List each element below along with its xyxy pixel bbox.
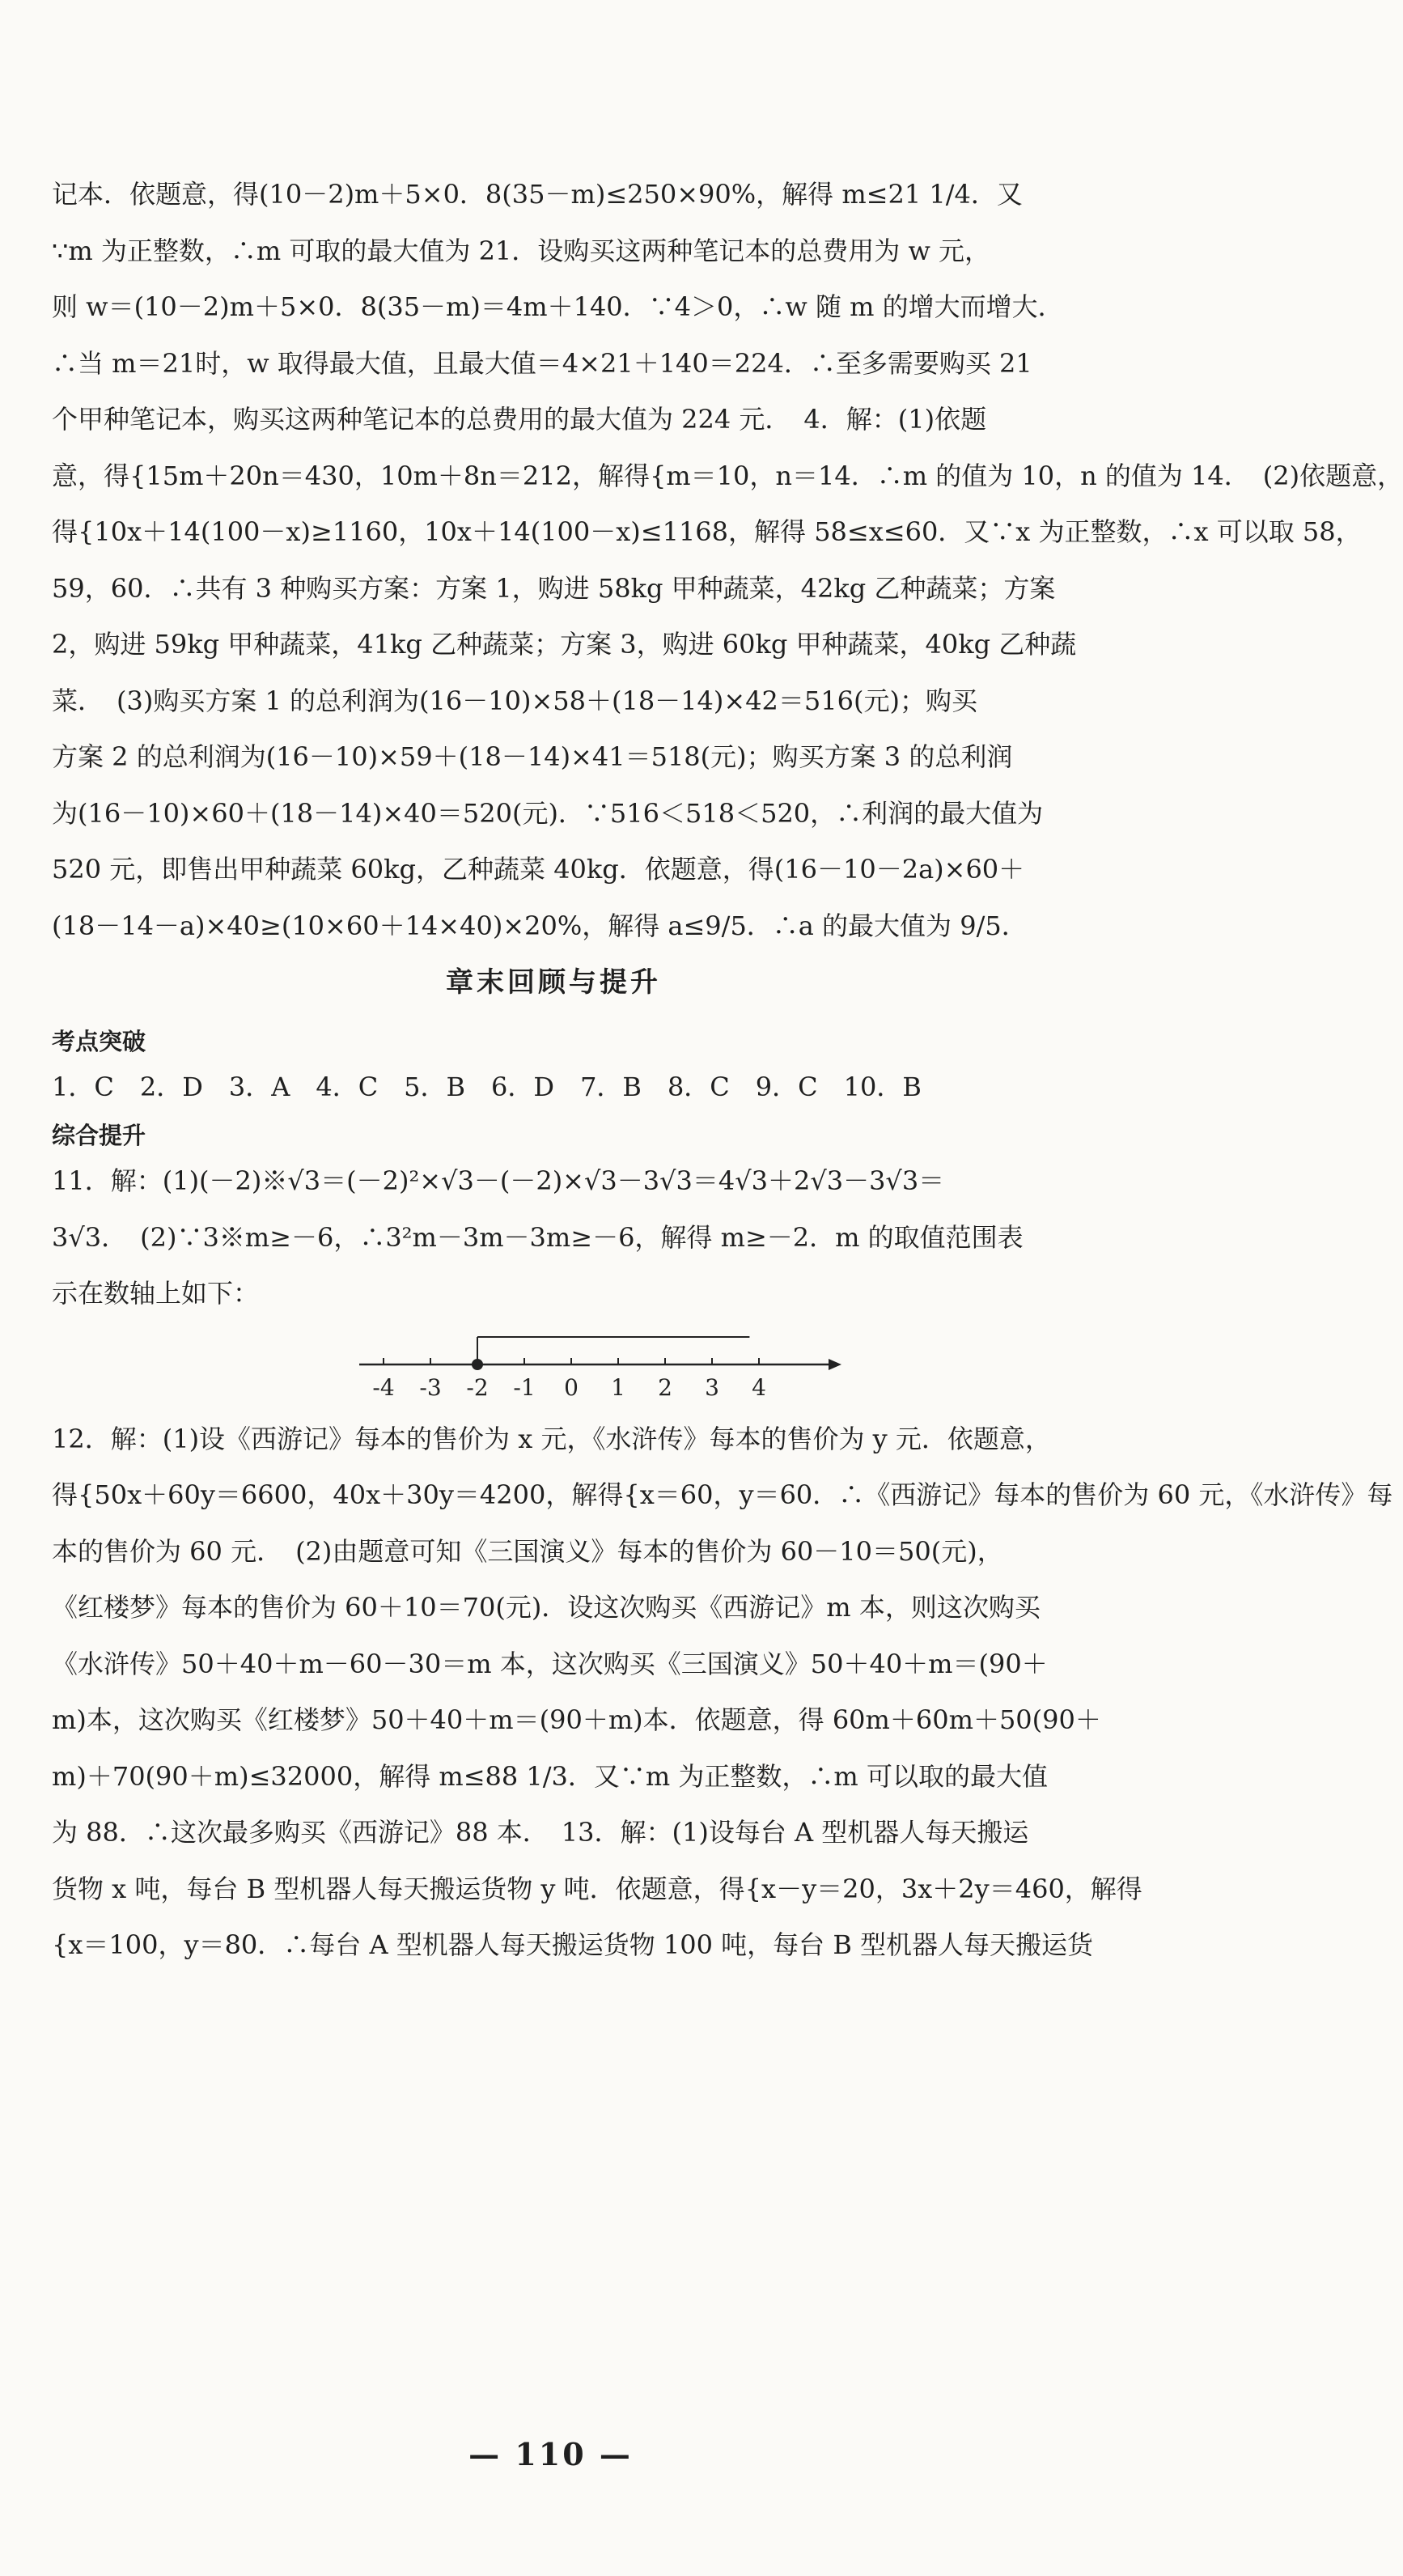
number-line-tick-label: -2 (466, 1373, 489, 1401)
number-line-tick-label: -1 (513, 1373, 536, 1401)
text-line: 方案 2 的总利润为(16－10)×59＋(18－14)×41＝518(元)；购买方案 3 的总利润 (52, 741, 1013, 772)
text-line: 《红楼梦》每本的售价为 60＋10＝70(元)．设这次购买《西游记》m 本，则这次购买 (52, 1592, 1041, 1623)
text-line: 59，60．∴共有 3 种购买方案：方案 1，购进 58kg 甲种蔬菜，42kg 乙种蔬菜；方案 (52, 572, 1056, 604)
page-number: — 110 — (468, 2436, 633, 2472)
number-line-tick-label: 4 (752, 1373, 766, 1401)
text-line: 货物 x 吨，每台 B 型机器人每天搬运货物 y 吨．依题意，得{x－y＝20，3x＋2y＝460，解得 (52, 1873, 1142, 1904)
number-line-tick-label: 3 (705, 1373, 719, 1401)
text-line: (18－14－a)×40≥(10×60＋14×40)×20%，解得 a≤9/5．∴a 的最大值为 9/5． (52, 910, 1028, 941)
text-line: 得{50x＋60y＝6600，40x＋30y＝4200，解得{x＝60，y＝60．∴《西游记》每本的售价为 60 元，《水浒传》每 (52, 1479, 1393, 1510)
text-line: 意，得{15m＋20n＝430，10m＋8n＝212，解得{m＝10，n＝14．∴m 的值为 10，n 的值为 14． (2)依题意， (52, 460, 1403, 491)
number-line-tick-label: -3 (419, 1373, 442, 1401)
text-line: 示在数轴上如下： (52, 1278, 260, 1309)
number-line-tick-label: 0 (564, 1373, 579, 1401)
text-line: 3√3． (2)∵3※m≥－6，∴3²m－3m－3m≥－6，解得 m≥－2．m 的取值范围表 (52, 1221, 1024, 1253)
text-line: m)本，这次购买《红楼梦》50＋40＋m＝(90＋m)本．依题意，得 60m＋60m＋50(90＋ (52, 1704, 1101, 1735)
text-line: 则 w＝(10－2)m＋5×0．8(35－m)＝4m＋140．∵4＞0，∴w 随 m 的增大而增大． (52, 291, 1064, 322)
text-line: 个甲种笔记本，购买这两种笔记本的总费用的最大值为 224 元． 4．解：(1)依题 (52, 404, 987, 435)
text-line: 本的售价为 60 元． (2)由题意可知《三国演义》每本的售价为 60－10＝50(元)， (52, 1535, 1003, 1567)
number-line-tick-label: -4 (372, 1373, 395, 1401)
text-line: {x＝100，y＝80．∴每台 A 型机器人每天搬运货物 100 吨，每台 B 型机器人每天搬运货 (52, 1929, 1094, 1960)
text-line: 为 88．∴这次最多购买《西游记》88 本． 13．解：(1)设每台 A 型机器人每天搬运 (52, 1817, 1029, 1848)
text-line: 520 元，即售出甲种蔬菜 60kg，乙种蔬菜 40kg．依题意，得(16－10－2a)×60＋ (52, 854, 1025, 885)
subheading-kaodian: 考点突破 (52, 1028, 146, 1055)
text-line: 《水浒传》50＋40＋m－60－30＝m 本，这次购买《三国演义》50＋40＋m＝(90＋ (52, 1648, 1048, 1679)
page-content (52, 176, 1403, 1984)
answer-key: 1．C 2．D 3．A 4．C 5．B 6．D 7．B 8．C 9．C 10．B (52, 1072, 922, 1102)
text-line: 记本．依题意，得(10－2)m＋5×0．8(35－m)≤250×90%，解得 m≤21 1/4．又 (52, 179, 1023, 210)
text-line: m)＋70(90＋m)≤32000，解得 m≤88 1/3．又∵m 为正整数，∴m 可以取的最大值 (52, 1760, 1048, 1792)
solution-endpoint (473, 1360, 482, 1369)
text-line: 菜． (3)购买方案 1 的总利润为(16－10)×58＋(18－14)×42＝516(元)；购买 (52, 685, 977, 716)
number-line-svg (311, 1332, 845, 1405)
text-line: 得{10x＋14(100－x)≥1160，10x＋14(100－x)≤1168，解得 58≤x≤60．又∵x 为正整数，∴x 可以取 58， (52, 516, 1362, 547)
text-line: 11．解：(1)(－2)※√3＝(－2)²×√3－(－2)×√3－3√3＝4√3＋2√3－3√3＝ (52, 1165, 945, 1196)
text-line: 12．解：(1)设《西游记》每本的售价为 x 元，《水浒传》每本的售价为 y 元．依题意， (52, 1423, 1051, 1454)
number-line-tick-label: 2 (658, 1373, 672, 1401)
text-line: 2，购进 59kg 甲种蔬菜，41kg 乙种蔬菜；方案 3，购进 60kg 甲种蔬菜，40kg 乙种蔬 (52, 629, 1077, 660)
paragraph-top (52, 176, 1403, 944)
number-line-tick-label: 1 (611, 1373, 625, 1401)
text-line: 为(16－10)×60＋(18－14)×40＝520(元)．∵516＜518＜520，∴利润的最大值为 (52, 797, 1044, 829)
number-line-figure (52, 1332, 1055, 1405)
paragraph-mid (52, 1163, 1055, 1311)
text-line: ∵m 为正整数，∴m 可取的最大值为 21．设购买这两种笔记本的总费用为 w 元， (52, 235, 991, 266)
paragraph-bottom (52, 1421, 1393, 1963)
section-heading: 章末回顾与提升 (446, 966, 661, 999)
subheading-zonghe: 综合提升 (52, 1122, 146, 1149)
text-line: ∴当 m＝21时，w 取得最大值，且最大值＝4×21＋140＝224．∴至多需要购买 21 (52, 347, 1032, 379)
number-line-arrowhead (829, 1359, 841, 1370)
